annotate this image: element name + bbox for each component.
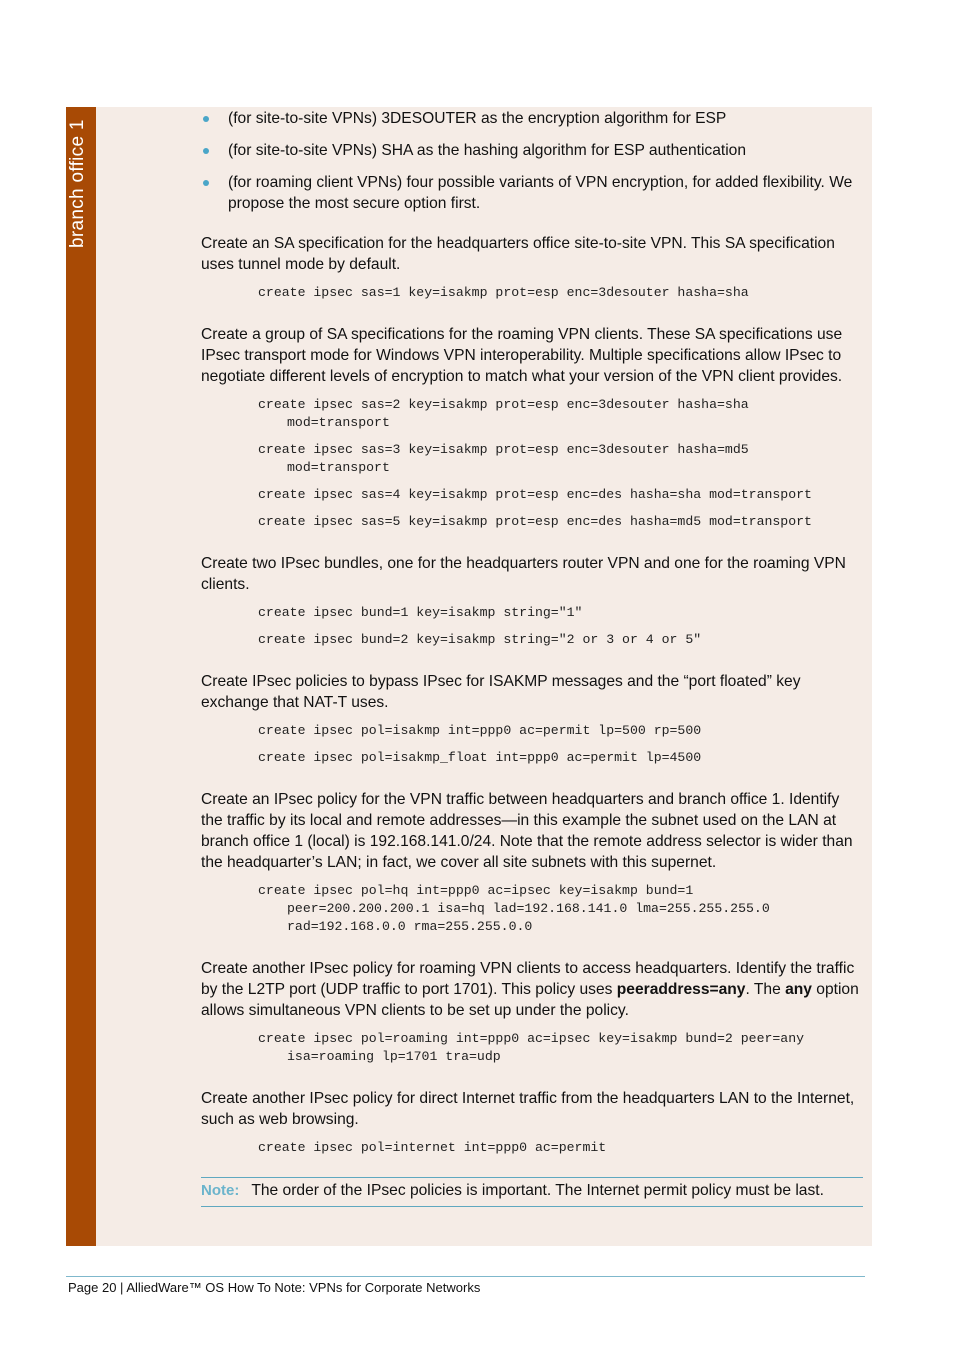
code-block: create ipsec sas=1 key=isakmp prot=esp enc=3desouter hasha=sha [258, 285, 749, 300]
code-block: create ipsec pol=isakmp int=ppp0 ac=permit lp=500 rp=500 [258, 723, 702, 738]
sidebar-bar [66, 107, 96, 1246]
code-block: create ipsec bund=2 key=isakmp string="2 or 3 or 4 or 5" [258, 632, 702, 647]
code-block: create ipsec sas=3 key=isakmp prot=esp enc=3desouter hasha=md5 mod=transport [258, 442, 749, 475]
paragraph-bundles: Create two IPsec bundles, one for the headquarters router VPN and one for the roaming VPN clients. [201, 555, 846, 593]
code-block: create ipsec pol=roaming int=ppp0 ac=ipsec key=isakmp bund=2 peer=any isa=roaming lp=1701 tra=udp [258, 1031, 805, 1064]
list-item: (for roaming client VPNs) four possible variants of VPN encryption, for added flexibility. We propose the most secure option first. [201, 172, 863, 214]
bullet-icon [203, 180, 209, 186]
paragraph-roaming-policy: Create another IPsec policy for roaming VPN clients to access headquarters. Identify the traffic by the L2TP port (UDP traffic to port 1701). This policy uses peeraddress=any. The any option allows simultaneous VPN clients to be set up under the policy. [201, 960, 859, 1019]
page-footer: Page 20 | AlliedWare™ OS How To Note: VPNs for Corporate Networks [68, 1280, 481, 1295]
paragraph-sa-roaming: Create a group of SA specifications for the roaming VPN clients. These SA specifications use IPsec transport mode for Windows VPN interoperability. Multiple specifications allow IPsec to negotiate different levels of encryption to match what your version of the VPN client provides. [201, 326, 843, 385]
list-item: (for site-to-site VPNs) SHA as the hashing algorithm for ESP authentication [201, 140, 863, 161]
paragraph-hq-policy: Create an IPsec policy for the VPN traffic between headquarters and branch office 1. Identify the traffic by its local and remote addresses—in this example the subnet used on the LAN at branch office 1 (local) is 192.168.141.0/24. Note that the remote address selector is wider than the headquarter’s LAN; in fact, we cover all site subnets with this supernet. [201, 791, 853, 871]
code-block: create ipsec sas=2 key=isakmp prot=esp enc=3desouter hasha=sha mod=transport [258, 397, 749, 430]
code-block: create ipsec pol=internet int=ppp0 ac=permit [258, 1140, 607, 1155]
paragraph-sa-hq: Create an SA specification for the headquarters office site-to-site VPN. This SA specification uses tunnel mode by default. [201, 235, 835, 273]
code-block: create ipsec pol=hq int=ppp0 ac=ipsec key=isakmp bund=1 peer=200.200.200.1 isa=hq lad=192.168.141.0 lma=255.255.255.0 rad=192.168.0.0 rma=255.255.0.0 [258, 883, 770, 934]
code-block: create ipsec sas=5 key=isakmp prot=esp enc=des hasha=md5 mod=transport [258, 514, 812, 529]
paragraph-bypass: Create IPsec policies to bypass IPsec for ISAKMP messages and the “port floated” key exchange that NAT-T uses. [201, 673, 801, 711]
code-block: create ipsec pol=isakmp_float int=ppp0 ac=permit lp=4500 [258, 750, 702, 765]
note-label: Note: [201, 1182, 240, 1199]
bullet-list [201, 108, 863, 214]
bullet-icon [203, 116, 209, 122]
bullet-icon [203, 148, 209, 154]
code-block: create ipsec bund=1 key=isakmp string="1" [258, 605, 583, 620]
sidebar-section-label: branch office 1 [67, 119, 88, 248]
footer-divider [66, 1276, 865, 1277]
paragraph-internet-policy: Create another IPsec policy for direct Internet traffic from the headquarters LAN to the Internet, such as web browsing. [201, 1090, 855, 1128]
main-content [201, 108, 863, 1207]
code-block: create ipsec sas=4 key=isakmp prot=esp enc=des hasha=sha mod=transport [258, 487, 812, 502]
note-box [201, 1177, 863, 1207]
note-text: The order of the IPsec policies is important. The Internet permit policy must be last. [251, 1182, 824, 1199]
list-item: (for site-to-site VPNs) 3DESOUTER as the encryption algorithm for ESP [201, 108, 863, 129]
